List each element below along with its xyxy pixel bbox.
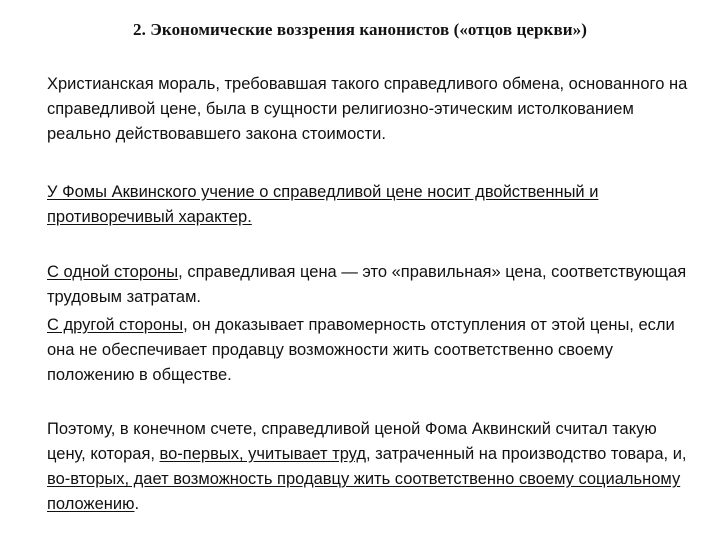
one-side-text: , справедливая цена — это «правильная» цена, соответствующая трудовым затратам. [47,263,687,306]
one-side-lead: С одной стороны [47,263,179,281]
conclusion-period: . [134,495,140,513]
paragraph-one-side [47,260,697,310]
conclusion-text-c: , затраченный на производство товара, и, [366,445,687,463]
conclusion-second-point: во-вторых, дает возможность продавцу жить соответственно своему социальному положению [47,470,681,513]
slide-title: 2. Экономические воззрения канонистов («отцов церкви») [132,20,587,39]
paragraph-aquinas-dual-character: У Фомы Аквинского учение о справедливой цене носит двойственный и противоречивый характер. [47,183,599,226]
paragraph-christian-morality: Христианская мораль, требовавшая такого справедливого обмена, основанного на справедливой цене, была в сущности религиозно-этическим истолкованием реально действовавшего закона стоимости. [47,75,688,143]
paragraph-other-side [47,313,697,388]
conclusion-first-point: во-первых, учитывает труд [159,445,367,463]
conclusion-text-a: Поэтому, в конечном счете, справедливой ценой Фома Аквинский считал такую цену, которая, [47,420,657,463]
other-side-text: , он доказывает правомерность отступления от этой цены, если она не обеспечивает продавцу возможности жить соответственно своему положению в обществе. [47,316,675,384]
other-side-lead: С другой стороны [47,316,184,334]
paragraph-conclusion [47,417,697,517]
